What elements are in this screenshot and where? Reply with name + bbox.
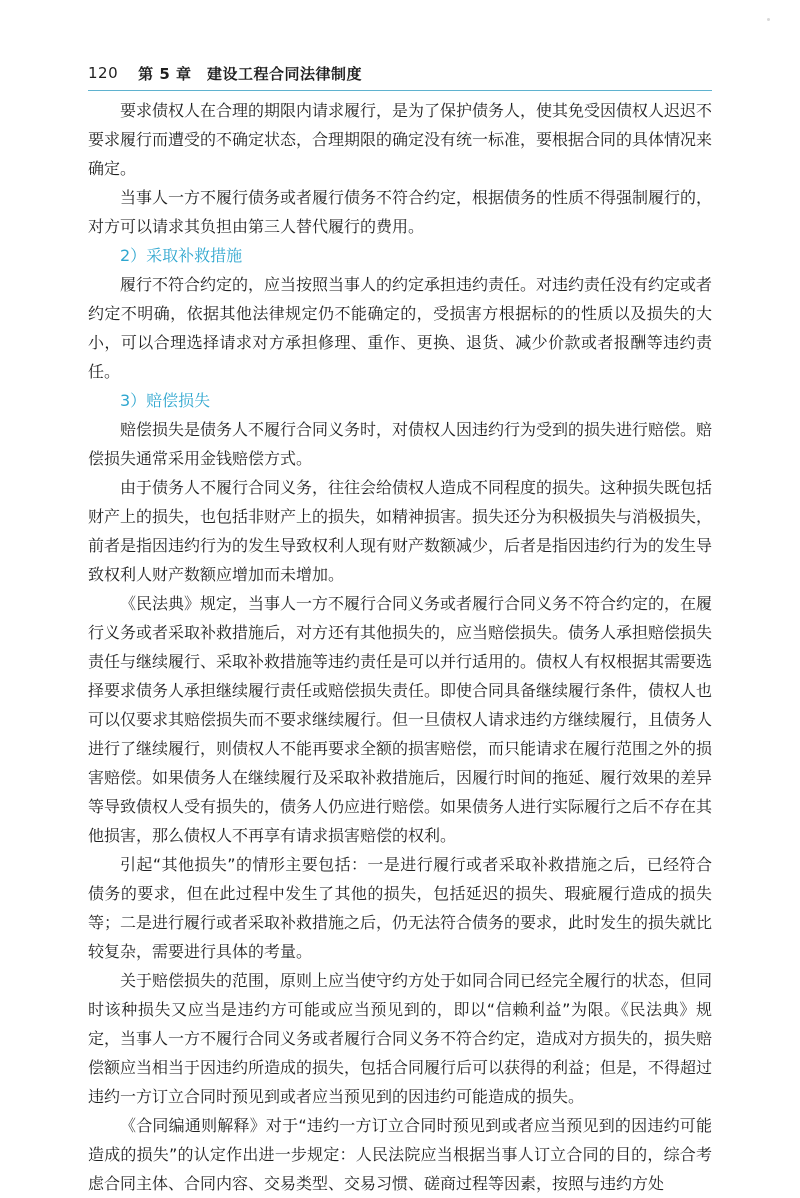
paragraph: 履行不符合约定的，应当按照当事人的约定承担违约责任。对违约责任没有约定或者约定不明确，依据其他法律规定仍不能确定的，受损害方根据标的的性质以及损失的大小，可以合理选择请求对方承担修理、重作、更换、退货、减少价款或者报酬等违约责任。 [88,275,713,381]
paragraph: 《合同编通则解释》对于“违约一方订立合同时预见到或者应当预见到的因违约可能造成的损失”的认定作出进一步规定：人民法院应当根据当事人订立合同的目的，综合考虑合同主体、合同内容、交易类型、交易习惯、磋商过程等因素，按照与违约方处 [88,1116,712,1193]
paragraph: 关于赔偿损失的范围，原则上应当使守约方处于如同合同已经完全履行的状态，但同时该种损失又应当是违约方可能或应当预见到的，即以“信赖利益”为限。《民法典》规定，当事人一方不履行合同义务或者履行合同义务不符合约定，造成对方损失的，损失赔偿额应当相当于因违约所造成的损失，包括合同履行后可以获得的利益；但是，不得超过违约一方订立合同时预见到或者应当预见到的因违约可能造成的损失。 [88,971,713,1106]
paragraph: 赔偿损失是债务人不履行合同义务时，对债权人因违约行为受到的损失进行赔偿。赔偿损失通常采用金钱赔偿方式。 [88,420,713,468]
page-number: 120 [88,64,119,82]
header-divider [88,90,712,91]
page-header [88,62,712,84]
chapter-title: 第 5 章 建设工程合同法律制度 [138,64,363,83]
paragraph: 当事人一方不履行债务或者履行债务不符合约定，根据债务的性质不得强制履行的，对方可以请求其负担由第三人替代履行的费用。 [88,188,713,236]
body-text [88,96,712,1198]
paragraph: 《民法典》规定，当事人一方不履行合同义务或者履行合同义务不符合约定的，在履行义务或者采取补救措施后，对方还有其他损失的，应当赔偿损失。债务人承担赔偿损失责任与继续履行、采取补救措施等违约责任是可以并行适用的。债权人有权根据其需要选择要求债务人承担继续履行责任或赔偿损失责任。即使合同具备继续履行条件，债权人也可以仅要求其赔偿损失而不要求继续履行。但一旦债权人请求违约方继续履行，且债务人进行了继续履行，则债权人不能再要求全额的损害赔偿，而只能请求在履行范围之外的损害赔偿。如果债务人在继续履行及采取补救措施后，因履行时间的拖延、履行效果的差异等导致债权人受有损失的，债务人仍应进行赔偿。如果债务人进行实际履行之后不存在其他损害，那么债权人不再享有请求损害赔偿的权利。 [88,594,713,845]
section-heading: 3）赔偿损失 [120,391,211,410]
corner-mark [767,18,770,21]
section-heading: 2）采取补救措施 [120,246,243,265]
paragraph: 要求债权人在合理的期限内请求履行，是为了保护债务人，使其免受因债权人迟迟不要求履行而遭受的不确定状态，合理期限的确定没有统一标准，要根据合同的具体情况来确定。 [88,101,713,178]
paragraph: 由于债务人不履行合同义务，往往会给债权人造成不同程度的损失。这种损失既包括财产上的损失，也包括非财产上的损失，如精神损害。损失还分为积极损失与消极损失，前者是指因违约行为的发生导致权利人现有财产数额减少，后者是指因违约行为的发生导致权利人财产数额应增加而未增加。 [88,478,713,584]
paragraph: 引起“其他损失”的情形主要包括：一是进行履行或者采取补救措施之后，已经符合债务的要求，但在此过程中发生了其他的损失，包括延迟的损失、瑕疵履行造成的损失等；二是进行履行或者采取补救措施之后，仍无法符合债务的要求，此时发生的损失就比较复杂，需要进行具体的考量。 [88,855,713,961]
